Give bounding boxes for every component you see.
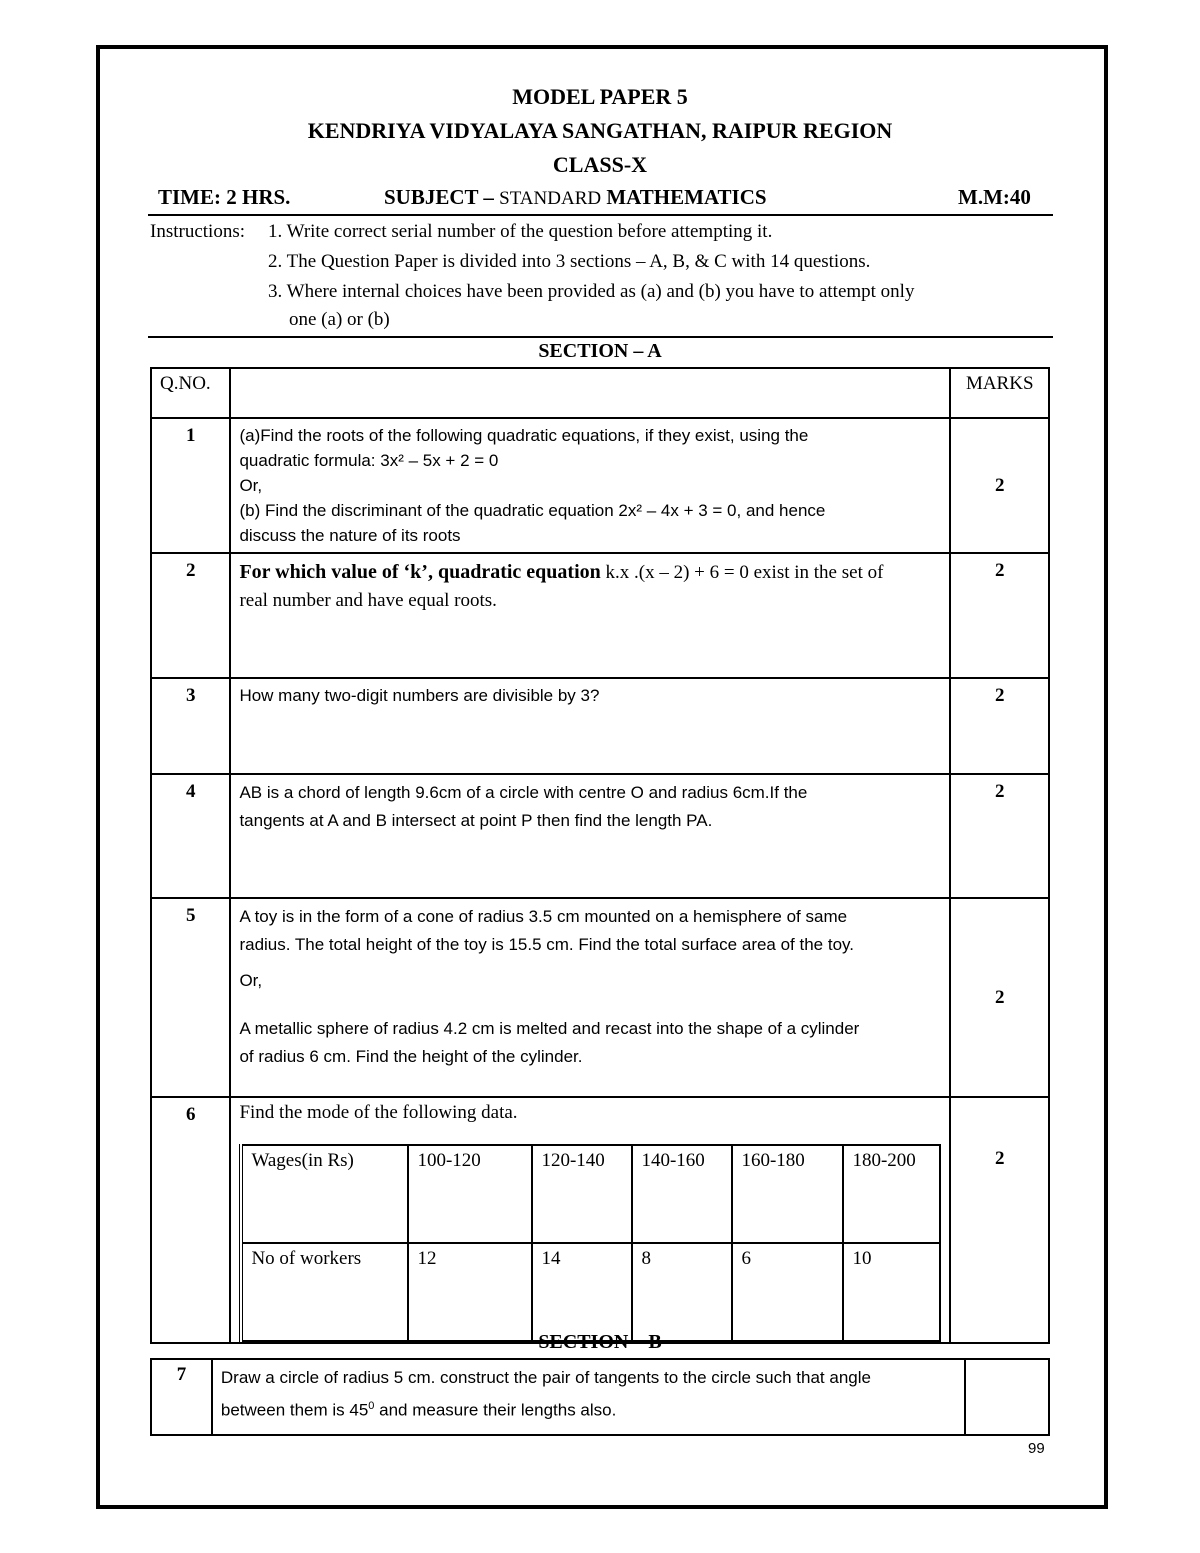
question-line: A metallic sphere of radius 4.2 cm is melted and recast into the shape of a cylinder bbox=[239, 1019, 860, 1038]
question-line: quadratic formula: 3x² – 5x + 2 = 0 bbox=[239, 451, 499, 470]
table-cell: 6 bbox=[732, 1243, 843, 1341]
table-cell: 10 bbox=[843, 1243, 940, 1341]
table-cell: 8 bbox=[632, 1243, 732, 1341]
question-text bbox=[230, 1097, 950, 1343]
question-line: discuss the nature of its roots bbox=[239, 526, 461, 545]
question-text bbox=[230, 418, 950, 553]
question-marks: 2 bbox=[950, 1097, 1049, 1343]
class-label: CLASS-X bbox=[552, 152, 648, 177]
question-row-5 bbox=[151, 898, 1049, 1097]
table-cell: 180-200 bbox=[843, 1145, 940, 1243]
question-text bbox=[230, 553, 950, 678]
qno-header: Q.NO. bbox=[151, 368, 230, 418]
instructions-rule bbox=[148, 336, 1053, 338]
question-number: 7 bbox=[151, 1359, 212, 1435]
max-marks: M.M:40 bbox=[958, 185, 1031, 209]
paper-title: MODEL PAPER 5 bbox=[512, 84, 688, 109]
question-line: Find the mode of the following data. bbox=[239, 1102, 518, 1123]
question-text: How many two-digit numbers are divisible by 3? bbox=[230, 678, 950, 774]
question-line: AB is a chord of length 9.6cm of a circle with centre O and radius 6cm.If the bbox=[239, 783, 808, 802]
organization-name: KENDRIYA VIDYALAYA SANGATHAN, RAIPUR REGION bbox=[307, 118, 893, 143]
subject-name: MATHEMATICS bbox=[601, 185, 767, 209]
question-line: tangents at A and B intersect at point P then find the length PA. bbox=[239, 811, 713, 830]
question-line: of radius 6 cm. Find the height of the cylinder. bbox=[239, 1047, 583, 1066]
question-line: (b) Find the discriminant of the quadratic equation 2x² – 4x + 3 = 0, and hence bbox=[239, 501, 826, 520]
question-line: Or, bbox=[239, 971, 263, 990]
question-bold-text: For which value of ‘k’, quadratic equation bbox=[239, 561, 601, 583]
question-header bbox=[230, 368, 950, 418]
question-marks: 2 bbox=[950, 418, 1049, 553]
time-label: TIME: 2 HRS. bbox=[158, 185, 291, 209]
instruction-item: 1. Write correct serial number of the question before attempting it. bbox=[268, 221, 773, 242]
workers-row bbox=[241, 1243, 940, 1341]
question-number: 6 bbox=[151, 1097, 230, 1343]
question-marks: 2 bbox=[950, 898, 1049, 1097]
wages-data-table bbox=[239, 1144, 941, 1342]
question-number: 3 bbox=[151, 678, 230, 774]
table-header-row bbox=[151, 368, 1049, 418]
question-row-7 bbox=[151, 1359, 1049, 1435]
question-text bbox=[230, 898, 950, 1097]
question-text-part: and measure their lengths also. bbox=[374, 1400, 617, 1420]
section-b-title: SECTION – B bbox=[538, 1331, 662, 1353]
section-b-table bbox=[150, 1358, 1050, 1436]
degree-superscript: 0 bbox=[368, 1400, 375, 1412]
instruction-item: 3. Where internal choices have been provided as (a) and (b) you have to attempt only bbox=[268, 281, 915, 302]
subject-label bbox=[384, 185, 767, 210]
instructions-label: Instructions: bbox=[150, 221, 245, 242]
question-line: Draw a circle of radius 5 cm. construct the pair of tangents to the circle such that angle bbox=[220, 1368, 871, 1387]
question-number: 4 bbox=[151, 774, 230, 898]
subject-prefix: SUBJECT – bbox=[384, 185, 500, 209]
question-line: A toy is in the form of a cone of radius 3.5 cm mounted on a hemisphere of same bbox=[239, 907, 848, 926]
table-cell: No of workers bbox=[241, 1243, 408, 1341]
instruction-item: one (a) or (b) bbox=[289, 309, 390, 330]
question-marks: 2 bbox=[950, 774, 1049, 898]
question-row-2 bbox=[151, 553, 1049, 678]
wages-row bbox=[241, 1145, 940, 1243]
question-equation-text: k.x .(x – 2) + 6 = 0 exist in the set of bbox=[600, 562, 884, 583]
question-number: 5 bbox=[151, 898, 230, 1097]
question-text bbox=[230, 774, 950, 898]
table-cell: 14 bbox=[532, 1243, 632, 1341]
question-number: 2 bbox=[151, 553, 230, 678]
section-a-title: SECTION – A bbox=[538, 340, 662, 362]
table-cell: 120-140 bbox=[532, 1145, 632, 1243]
instruction-item: 2. The Question Paper is divided into 3 sections – A, B, & C with 14 questions. bbox=[268, 251, 871, 272]
question-line: Or, bbox=[239, 476, 263, 495]
question-line bbox=[221, 1392, 956, 1425]
question-row-6 bbox=[151, 1097, 1049, 1343]
question-text-part: between them is 45 bbox=[220, 1400, 369, 1420]
table-cell: 140-160 bbox=[632, 1145, 732, 1243]
question-marks: 2 bbox=[950, 678, 1049, 774]
question-text bbox=[212, 1359, 965, 1435]
question-row-1 bbox=[151, 418, 1049, 553]
header-rule bbox=[148, 214, 1053, 216]
section-a-table bbox=[150, 367, 1050, 1344]
page-number: 99 bbox=[1028, 1440, 1045, 1457]
question-line: (a)Find the roots of the following quadratic equations, if they exist, using the bbox=[239, 426, 809, 445]
table-cell: 100-120 bbox=[408, 1145, 532, 1243]
table-cell: 160-180 bbox=[732, 1145, 843, 1243]
question-row-4 bbox=[151, 774, 1049, 898]
subject-standard: STANDARD bbox=[499, 188, 602, 209]
table-cell: Wages(in Rs) bbox=[241, 1145, 408, 1243]
table-cell: 12 bbox=[408, 1243, 532, 1341]
question-row-3 bbox=[151, 678, 1049, 774]
question-line: real number and have equal roots. bbox=[239, 590, 497, 611]
question-line: radius. The total height of the toy is 15.5 cm. Find the total surface area of the toy. bbox=[239, 935, 855, 954]
question-number: 1 bbox=[151, 418, 230, 553]
marks-header: MARKS bbox=[950, 368, 1049, 418]
question-marks: 2 bbox=[950, 553, 1049, 678]
question-marks bbox=[965, 1359, 1049, 1435]
